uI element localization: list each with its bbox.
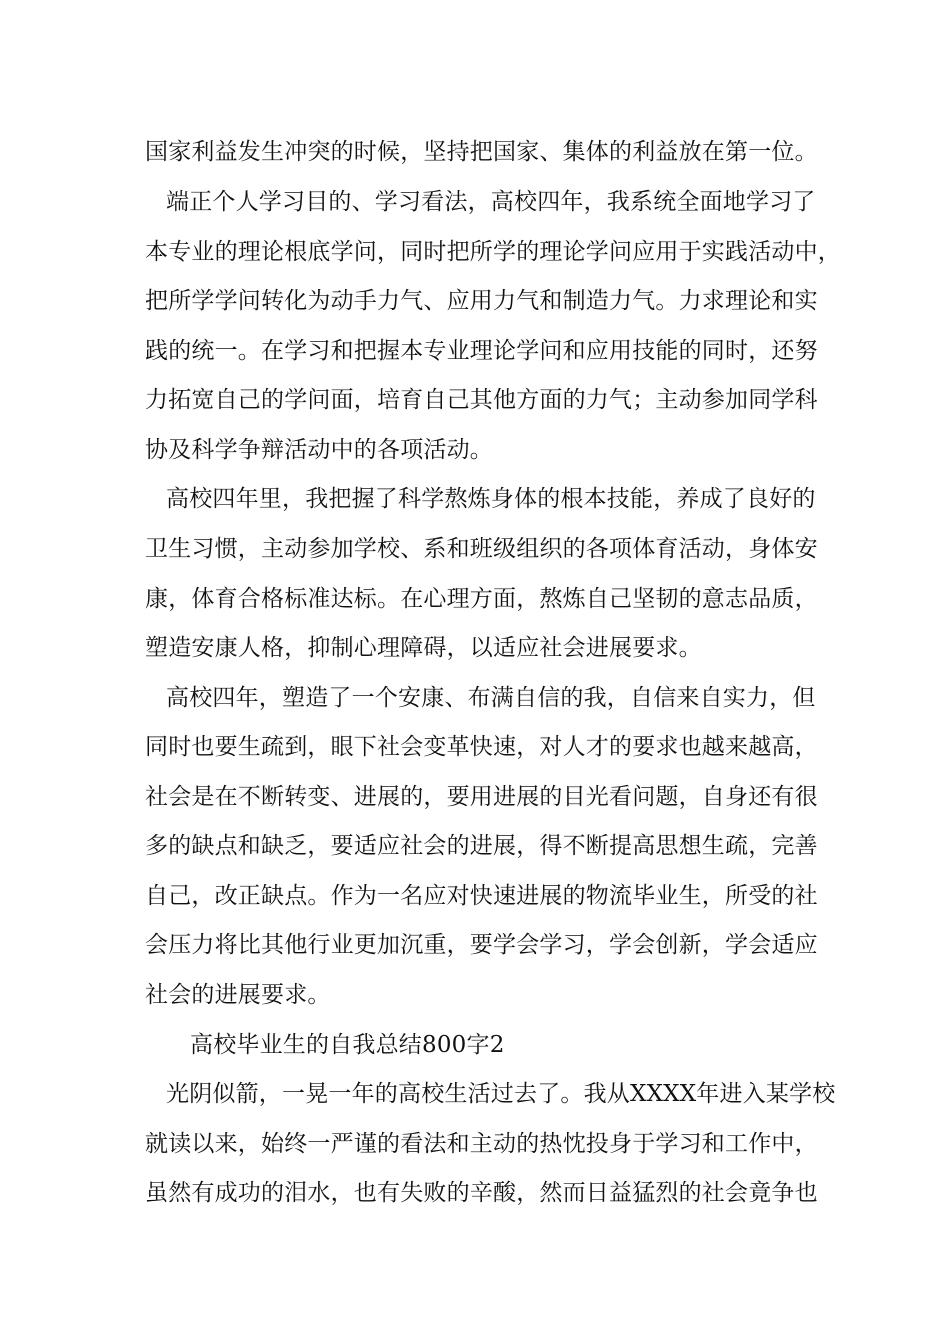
text-line: 高校四年，塑造了一个安康、布满自信的我，自信来自实力，但 — [166, 685, 816, 711]
text-line: 康，体育合格标准达标。在心理方面，熬炼自己坚韧的意志品质， — [145, 586, 818, 612]
text-line: 多的缺点和缺乏，要适应社会的进展，得不断提高思想生疏，完善 — [145, 833, 818, 859]
text-line: 社会的进展要求。 — [145, 982, 331, 1008]
text-line: 高校四年里，我把握了科学熬炼身体的根本技能，养成了良好的 — [166, 486, 816, 512]
text-line: 自己，改正缺点。作为一名应对快速进展的物流毕业生，所受的社 — [145, 883, 818, 909]
text-line: 就读以来，始终一严谨的看法和主动的热忱投身于学习和工作中， — [145, 1131, 818, 1157]
text-line: 国家利益发生冲突的时候，坚持把国家、集体的利益放在第一位。 — [145, 139, 818, 165]
text-line: 社会是在不断转变、进展的，要用进展的目光看问题，自身还有很 — [145, 784, 818, 810]
text-line: 同时也要生疏到，眼下社会变革快速，对人才的要求也越来越高， — [145, 734, 818, 760]
text-line: 会压力将比其他行业更加沉重，要学会学习，学会创新，学会适应 — [145, 932, 818, 958]
text-line: 端正个人学习目的、学习看法，高校四年，我系统全面地学习了 — [166, 189, 816, 215]
text-line: 虽然有成功的泪水，也有失败的辛酸，然而日益猛烈的社会竟争也 — [145, 1180, 818, 1206]
text-line: 力拓宽自己的学问面，培育自己其他方面的力气；主动参加同学科 — [145, 387, 818, 413]
text-line: 塑造安康人格，抑制心理障碍，以适应社会进展要求。 — [145, 635, 702, 661]
text-line: 卫生习惯，主动参加学校、系和班级组织的各项体育活动，身体安 — [145, 536, 818, 562]
section-heading: 高校毕业生的自我总结800字2 — [190, 1032, 505, 1058]
text-line: 光阴似箭，一晃一年的高校生活过去了。我从XXXX年进入某学校 — [166, 1081, 836, 1107]
text-line: 把所学学问转化为动手力气、应用力气和制造力气。力求理论和实 — [145, 288, 818, 314]
text-line: 本专业的理论根底学问，同时把所学的理论学问应用于实践活动中， — [145, 239, 841, 265]
text-line: 践的统一。在学习和把握本专业理论学问和应用技能的同时，还努 — [145, 338, 818, 364]
text-line: 协及科学争辩活动中的各项活动。 — [145, 437, 493, 463]
